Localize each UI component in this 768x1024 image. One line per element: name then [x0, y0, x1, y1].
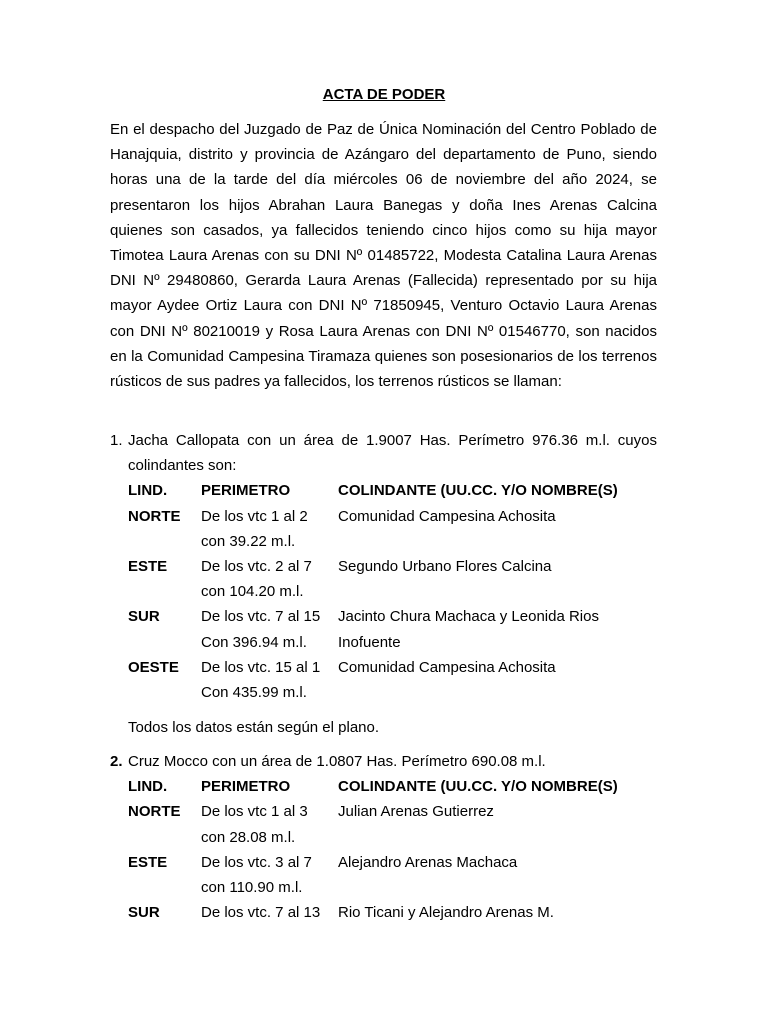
header-colindante: COLINDANTE (UU.CC. Y/O NOMBRE(S): [338, 778, 618, 796]
row-dir: OESTE: [128, 658, 179, 676]
row-colindante: Comunidad Campesina Achosita: [338, 658, 556, 676]
row-colindante: Rio Ticani y Alejandro Arenas M.: [338, 904, 554, 922]
row-colindante: Alejandro Arenas Machaca: [338, 853, 518, 871]
document-title: ACTA DE PODER: [322, 86, 446, 103]
row-dir: SUR: [128, 904, 160, 922]
row-perimetro: De los vtc. 2 al 7 con 104.20 m.l.: [201, 558, 312, 601]
row-dir: ESTE: [128, 558, 168, 576]
header-colindante: COLINDANTE (UU.CC. Y/O NOMBRE(S): [338, 482, 618, 500]
row-perimetro: De los vtc. 15 al 1 Con 435.99 m.l.: [201, 658, 321, 702]
item-number: 2.: [110, 753, 123, 770]
item-description: Cruz Mocco con un área de 1.0807 Has. Perímetro 690.08 m.l.: [128, 753, 546, 770]
row-dir: NORTE: [128, 507, 181, 525]
header-lind: LIND.: [128, 778, 168, 796]
row-colindante: Segundo Urbano Flores Calcina: [338, 558, 552, 576]
row-dir: ESTE: [128, 853, 168, 871]
header-perimetro: PERIMETRO: [201, 778, 291, 796]
row-colindante: Jacinto Chura Machaca y Leonida Rios Inofuente: [338, 608, 599, 651]
boundaries-table: [128, 478, 657, 705]
row-dir: NORTE: [128, 803, 181, 821]
row-perimetro: De los vtc. 3 al 7 con 110.90 m.l.: [201, 853, 312, 897]
header-perimetro: PERIMETRO: [201, 482, 291, 500]
row-perimetro: De los vtc 1 al 2 con 39.22 m.l.: [201, 507, 308, 550]
row-colindante: Julian Arenas Gutierrez: [338, 803, 494, 821]
land-item-2: [110, 749, 657, 925]
land-item-1: [110, 428, 657, 740]
boundaries-table: [128, 774, 657, 925]
row-colindante: Comunidad Campesina Achosita: [338, 507, 556, 525]
row-perimetro: De los vtc. 7 al 13: [201, 904, 321, 922]
item-note: Todos los datos están según el plano.: [128, 719, 380, 737]
item-description: Jacha Callopata con un área de 1.9007 Has. Perímetro 976.36 m.l. cuyos colindantes son:: [128, 432, 657, 475]
intro-paragraph: En el despacho del Juzgado de Paz de Única Nominación del Centro Poblado de Hanajquia, distrito y provincia de Azángaro del departamento de Puno, siendo horas una de la tarde del día miércoles 06 de noviembre del año 2024, se presentaron los hijos Abrahan Laura Banegas y doña Ines Arenas Calcina quienes son casados, ya fallecidos teniendo cinco hijos como su hija mayor Timotea Laura Arenas con su DNI Nº 01485722, Modesta Catalina Laura Arenas DNI Nº 29480860, Gerarda Laura Arenas (Fallecida) representado por su hija mayor Aydee Ortiz Laura con DNI Nº 71850945, Venturo Octavio Laura Arenas con DNI Nº 80210019 y Rosa Laura Arenas con DNI Nº 01546770, son nacidos en la Comunidad Campesina Tiramaza quienes son posesionarios de los terrenos rústicos de sus padres ya fallecidos, los terrenos rústicos se llaman:: [110, 121, 657, 391]
item-number: 1.: [110, 432, 123, 449]
row-perimetro: De los vtc. 7 al 15 Con 396.94 m.l.: [201, 608, 321, 651]
row-dir: SUR: [128, 608, 160, 626]
row-perimetro: De los vtc 1 al 3 con 28.08 m.l.: [201, 803, 308, 846]
header-lind: LIND.: [128, 482, 168, 500]
